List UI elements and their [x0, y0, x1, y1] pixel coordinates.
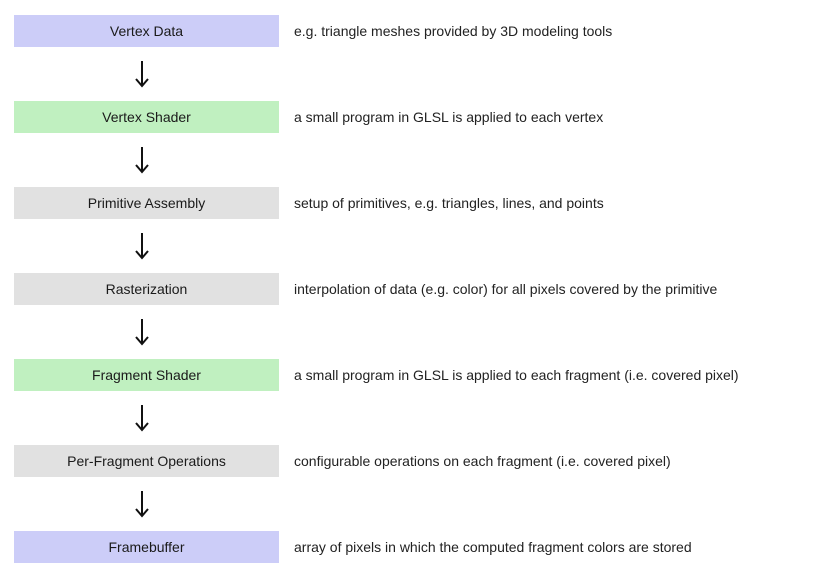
stage-description-vertex-data: e.g. triangle meshes provided by 3D modeling tools — [294, 23, 613, 39]
down-arrow-icon — [130, 316, 154, 348]
down-arrow-icon — [130, 144, 154, 176]
stage-description-primitive-assembly: setup of primitives, e.g. triangles, lines, and points — [294, 195, 604, 211]
stage-box-per-fragment-operations: Per-Fragment Operations — [14, 445, 279, 477]
down-arrow-icon — [130, 230, 154, 262]
stage-description-rasterization: interpolation of data (e.g. color) for all pixels covered by the primitive — [294, 281, 718, 297]
stage-description-fragment-shader: a small program in GLSL is applied to each fragment (i.e. covered pixel) — [294, 367, 739, 383]
down-arrow-icon — [130, 488, 154, 520]
stage-box-vertex-data: Vertex Data — [14, 15, 279, 47]
down-arrow-icon — [130, 58, 154, 90]
stage-box-framebuffer: Framebuffer — [14, 531, 279, 563]
stage-box-primitive-assembly: Primitive Assembly — [14, 187, 279, 219]
stage-description-framebuffer: array of pixels in which the computed fragment colors are stored — [294, 539, 692, 555]
down-arrow-icon — [130, 402, 154, 434]
stage-description-vertex-shader: a small program in GLSL is applied to each vertex — [294, 109, 604, 125]
stage-box-fragment-shader: Fragment Shader — [14, 359, 279, 391]
stage-box-vertex-shader: Vertex Shader — [14, 101, 279, 133]
stage-description-per-fragment-operations: configurable operations on each fragment (i.e. covered pixel) — [294, 453, 671, 469]
stage-box-rasterization: Rasterization — [14, 273, 279, 305]
